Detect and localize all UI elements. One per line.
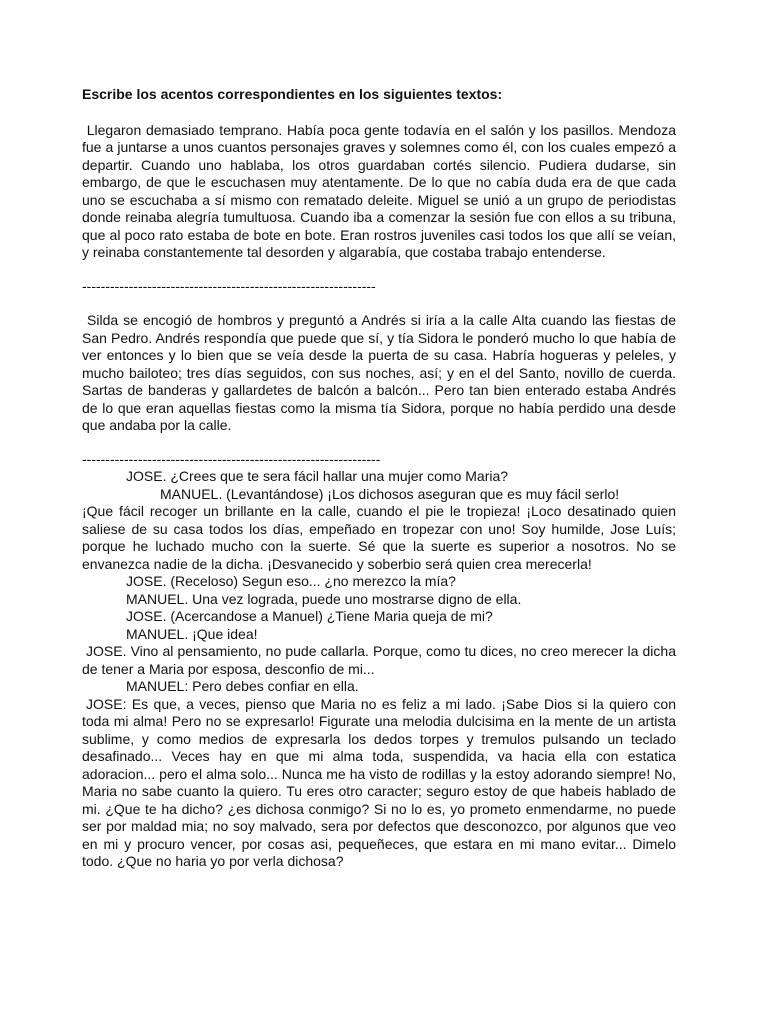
dialogue-line-3: JOSE. (Receloso) Segun eso... ¿no merezco la mía? (126, 573, 456, 589)
dialogue-block-3: JOSE: Es que, a veces, pienso que Maria no es feliz a mi lado. ¡Sabe Dios si la quiero con toda mi alma! Pero no se expresarlo! Figurate una melodia dulcisima en la mente de un artista sublime, y como medios de expresarla los dedos torpes y tremulos pulsando un teclado desafinado... Veces hay en que mi alma toda, suspendida, va hacia ella con estatica adoracion... pero el alma solo... Nunca me ha visto de rodillas y la estoy adorando siempre! No, Maria no sabe cuanto la quiero. Tu eres otro caracter; seguro estoy de que habeis hablado de mi. ¿Que te ha dicho? ¿es dichosa conmigo? Si no lo es, yo prometo enmendarme, no puede ser por maldad mia; no soy malvado, sera por defectos que desconozco, por algunos que veo en mi y procuro vencer, por cosas asi, pequeñeces, que estara en mi mano evitar... Dimelo todo. ¿Que no haria yo por verla dichosa? (82, 695, 676, 869)
dialogue-line-4: MANUEL. Una vez lograda, puede uno mostrarse digno de ella. (126, 590, 522, 607)
dialogue-block-1: ¡Que fácil recoger un brillante en la calle, cuando el pie le tropieza! ¡Loco desatinado quien saliese de su casa todos los días, empeñado en tropezar con uno! Soy humilde, Jose Luís; porque he luchado mucho con la suerte. Sé que la suerte es superior a nosotros. No se envanezca nadie de la dicha. ¡Desvanecido y soberbio será quien crea merecerla! (82, 503, 676, 572)
dialogue-line-1: JOSE. ¿Crees que te sera fácil hallar una mujer como Maria? (126, 468, 509, 484)
dialogue-line-2: MANUEL. (Levantándose) ¡Los dichosos aseguran que es muy fácil serlo! (160, 485, 620, 502)
exercise-title: Escribe los acentos correspondientes en los siguientes textos: (82, 86, 503, 102)
separator-2: ---------------------------------------------------------------- (82, 450, 381, 467)
dialogue-line-6: MANUEL. ¡Que idea! (126, 625, 258, 642)
document-page (82, 86, 676, 871)
paragraph-1-text: Llegaron demasiado temprano. Había poca gente todavía en el salón y los pasillos. Mendoza fue a juntarse a unos cuantos personajes graves y solemnes como él, con los cuales empezó a departir. Cuando uno hablaba, los otros guardaban cortés silencio. Pudiera dudarse, sin embargo, de que le escuchasen muy atentamente. De lo que no cabía duda era de que cada uno se escuchaba a sí mismo con rematado deleite. Miguel se unió a un grupo de periodistas donde reinaba alegría tumultuosa. Cuando iba a comenzar la sesión fue con ellos a su tribuna, que al poco rato estaba de bote en bote. Eran rostros juveniles casi todos los que allí se veían, y reinaba constantemente tal desorden y algarabía, que costaba trabajo entenderse. (82, 121, 677, 260)
dialogue-line-7: MANUEL: Pero debes confiar en ella. (126, 678, 359, 694)
separator-1: --------------------------------------------------------------- (82, 277, 376, 294)
dialogue-block-2: JOSE. Vino al pensamiento, no pude callarla. Porque, como tu dices, no creo merecer la dicha de tener a Maria por esposa, desconfio de mi... (82, 643, 676, 677)
paragraph-1 (82, 122, 676, 262)
dialogue-line-5: JOSE. (Acercandose a Manuel) ¿Tiene Maria queja de mi? (126, 608, 493, 624)
paragraph-2-text: Silda se encogió de hombros y preguntó a Andrés si iría a la calle Alta cuando las fiestas de San Pedro. Andrés respondía que puede que sí, y tía Sidora le ponderó mucho lo que había de ver entonces y lo bien que se veía desde la puerta de su casa. Habría hogueras y peleles, y mucho bailoteo; tres días seguidos, con sus noches, así; y en el del Santo, novillo de cuerda. Sartas de banderas y gallardetes de balcón a balcón... Pero tan bien enterado estaba Andrés de lo que eran aquellas fiestas como la misma tía Sidora, porque no había perdido una desde que andaba por la calle. (82, 312, 677, 433)
dialogue-section (82, 468, 676, 871)
paragraph-2 (82, 312, 676, 435)
